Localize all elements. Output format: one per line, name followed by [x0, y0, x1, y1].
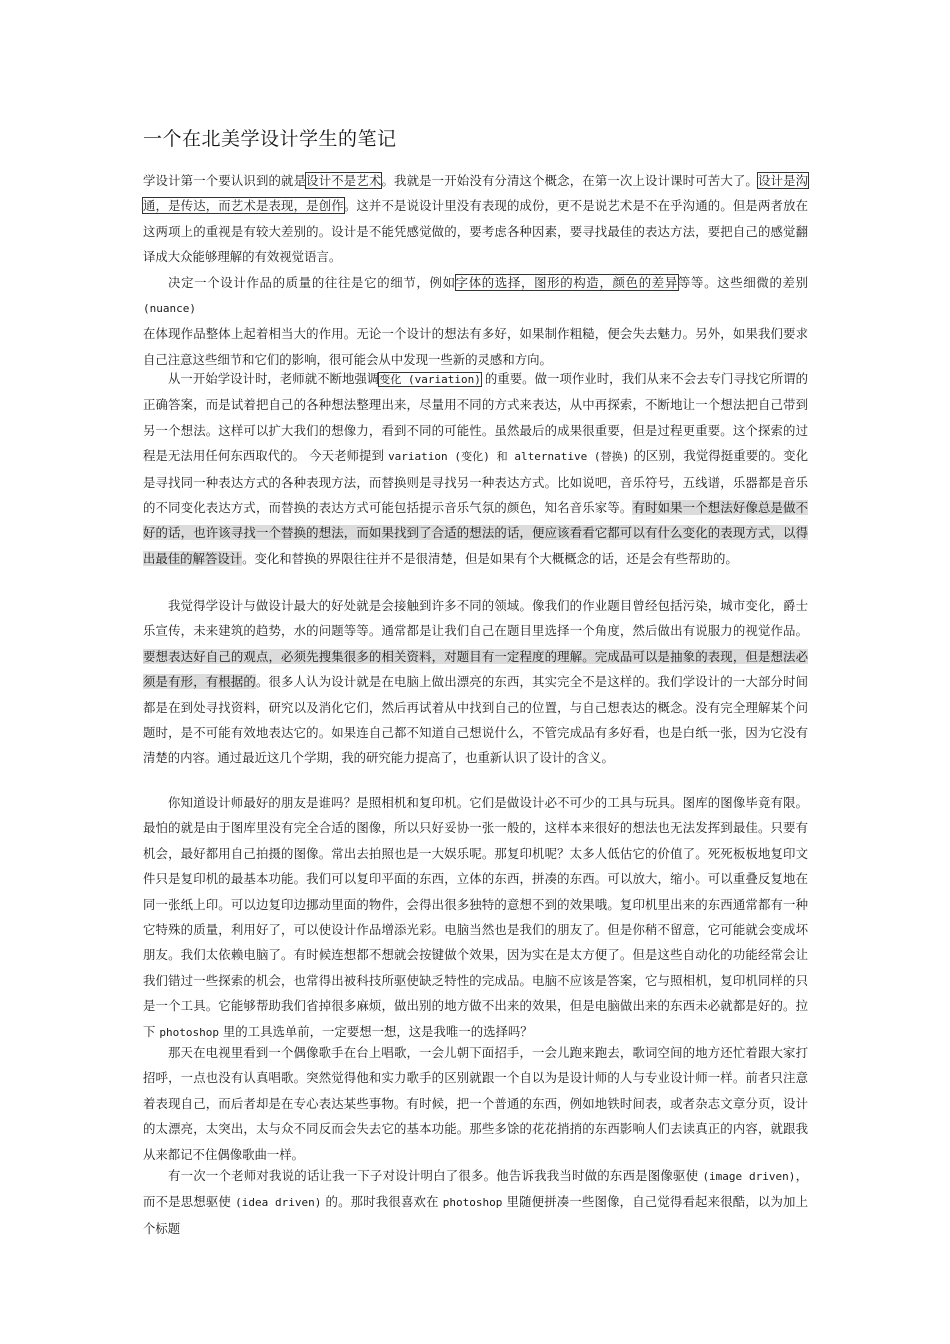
text: 。这并不是说设计里没有表现的成份，更不是说艺术是不在乎沟通的。但是两者放在这两项上的重视是有较大差别的。设计是不能凭感觉做的，要考虑各种因素，要寻找最佳的表达方法，要把自己的感觉翻译成大众能够理解的有效视觉语言。 — [143, 198, 809, 265]
section-tools — [143, 790, 808, 1045]
paragraph-7 — [143, 1163, 808, 1241]
section-design-not-art — [143, 168, 808, 372]
text: 我觉得学设计与做设计最大的好处就是会接触到许多不同的领域。像我们的作业题目曾经包括污染，城市变化，爵士乐宣传，未来建筑的趋势，水的问题等等。通常都是让我们自己在题目里选择一个角度，然后做出有说服力的视觉作品。 — [143, 598, 808, 639]
text: ，而不是思想驱使 — [143, 1168, 809, 1210]
boxed-phrase: 设计是沟通，是传达，而艺术是表现，是创作 — [143, 173, 809, 214]
section-fields — [143, 593, 808, 771]
section-variation — [143, 366, 808, 571]
section-idol-singer — [143, 1040, 808, 1167]
term: (image driven) — [702, 1170, 796, 1183]
text: 的重要。做一项作业时，我们从来不会去专门寻找它所谓的正确答案，而是试着把自己的各种想法整理出来，尽量用不同的方式来表达，从中再探索，不断地让一个想法把自己带到另一个想法。这样可以扩大我们的想像力，看到不同的可能性。虽然最后的成果很重要，但是过程更重要。这个探索的过程是无法用任何东西取代的。 今天老师提到 — [143, 371, 808, 464]
term: photoshop — [159, 1025, 219, 1039]
document-title: 一个在北美学设计学生的笔记 — [143, 128, 397, 150]
term: variation (变化) 和 alternative (替换) — [388, 450, 630, 464]
term: photoshop — [442, 1196, 503, 1210]
text: 里的工具选单前，一定要想一想，这是我唯一的选择吗？ — [222, 1023, 533, 1039]
paragraph-5 — [143, 790, 808, 1045]
text: 从一开始学设计时，老师就不断地强调 — [168, 371, 380, 386]
paragraph-4 — [143, 593, 808, 771]
text: 有一次一个老师对我说的话让我一下子对设计明白了很多。他告诉我我当时做的东西是图像驱使 — [168, 1168, 699, 1183]
term: (nuance) — [143, 302, 196, 316]
term: (idea driven) — [235, 1196, 322, 1210]
boxed-phrase: 设计不是艺术 — [306, 173, 382, 188]
highlighted-phrase: 要想表达好自己的观点，必须先搜集很多的相关资料，对题目有一定程度的理解。完成品可以是抽象的表现，但是想法必须是有形，有根据的 — [143, 648, 808, 690]
text: 。我就是一开始没有分清这个概念，在第一次上设计课时可苦大了。 — [381, 173, 758, 188]
highlighted-phrase: 有时如果一个想法好像总是做不好的话，也许该寻找一个替换的想法，而如果找到了合适的想法的话，便应该看看它都可以有什么变化的表现方式，以得出最佳的解答设计 — [143, 500, 809, 566]
text: 在体现作品整体上起着相当大的作用。无论一个设计的想法有多好，如果制作粗糙，便会失去魅力。另外，如果我们要求自己注意这些细节和它们的影响，很可能会从中发现一些新的灵感和方向。 — [143, 326, 808, 367]
paragraph-6 — [143, 1040, 808, 1167]
paragraph-1 — [143, 168, 808, 270]
paragraph-2 — [143, 270, 808, 373]
text: 决定一个设计作品的质量的往往是它的细节，例如 — [168, 274, 456, 290]
text: 那天在电视里看到一个偶像歌手在台上唱歌，一会儿朝下面招手，一会儿跑来跑去，歌词空间的地方还忙着跟大家打招呼，一点也没有认真唱歌。突然觉得他和实力歌手的区别就跟一个自以为是设计师的人与专业设计师一样。前者只注意着表现自己，而后者却是在专心表达某些事物。有时候，把一个普通的东西，例如地铁时间表，或者杂志文章分页，设计的太漂亮，太突出，太与众不同反而会失去它的基本功能。那些多馀的花花捎捎的东西影响人们去读真正的内容，就跟我从来都记不住偶像歌曲一样。 — [143, 1045, 808, 1162]
paragraph-3 — [143, 366, 808, 571]
text: 等等。这些细微的差别 — [677, 274, 809, 290]
text: 的区别，我觉得挺重要的。变化是寻找同一种表达方式的各种表现方法，而替换则是寻找另一种表达方式。比如说吧，音乐符号，五线谱，乐器都是音乐的不同变化表达方式，而替换的表达方式可能包括提示音乐气氛的颜色，知名音乐家等。 — [143, 448, 808, 516]
boxed-phrase: 字体的选择，图形的构造，颜色的差异 — [455, 274, 678, 290]
text: 里随便拼凑一些图像，自己觉得看起来很酷，以为加上个标题 — [143, 1194, 808, 1236]
text: 。变化和替换的界限往往并不是很清楚，但是如果有个大概概念的话，还是会有些帮助的。 — [242, 550, 738, 566]
text: 。很多人认为设计就是在电脑上做出漂亮的东西，其实完全不是这样的。我们学设计的一大部分时间都是在到处寻找资料，研究以及消化它们，然后再试着从中找到自己的位置，与自己想表达的概念。没有完全理解某个问题时，是不可能有效地表达它的。如果连自己都不知道自己想说什么，不管完成品有多好看，也是白纸一张，因为它没有清楚的内容。通过最近这几个学期，我的研究能力提高了，也重新认识了设计的含义。 — [143, 674, 809, 766]
boxed-phrase: 变化 (variation) — [379, 373, 481, 386]
section-image-driven — [143, 1163, 808, 1241]
text: 学设计第一个要认识到的就是 — [143, 173, 307, 188]
text: 的。那时我很喜欢在 — [325, 1194, 439, 1210]
text: 你知道设计师最好的朋友是谁吗？是照相机和复印机。它们是做设计必不可少的工具与玩具。图库的图像毕竟有限。最怕的就是由于图库里没有完全合适的图像，所以只好妥协一张一般的，这样本来很好的想法也无法发挥到最佳。只要有机会，最好都用自己拍摄的图像。常出去拍照也是一大娱乐呢。那复印机呢？太多人低估它的价值了。死死板板地复印文件只是复印机的最基本功能。我们可以复印平面的东西，立体的东西，拼凑的东西。可以放大，缩小。可以重叠反复地在同一张纸上印。可以边复印边挪动里面的物件，会得出很多独特的意想不到的效果哦。复印机里出来的东西通常都有一种它特殊的质量，利用好了，可以使设计作品增添光彩。电脑当然也是我们的朋友了。但是你稍不留意，它可能就会变成坏朋友。我们太依赖电脑了。有时候连想都不想就会按键做个效果，因为实在是太方便了。但是这些自动化的功能经常会让我们错过一些探索的机会，也常得出被科技所驱使缺乏特性的完成品。电脑不应该是答案，它与照相机，复印机同样的只是一个工具。它能够帮助我们省掉很多麻烦，做出别的地方做不出来的效果，但是电脑做出来的东西未必就都是好的。拉下 — [143, 795, 808, 1039]
